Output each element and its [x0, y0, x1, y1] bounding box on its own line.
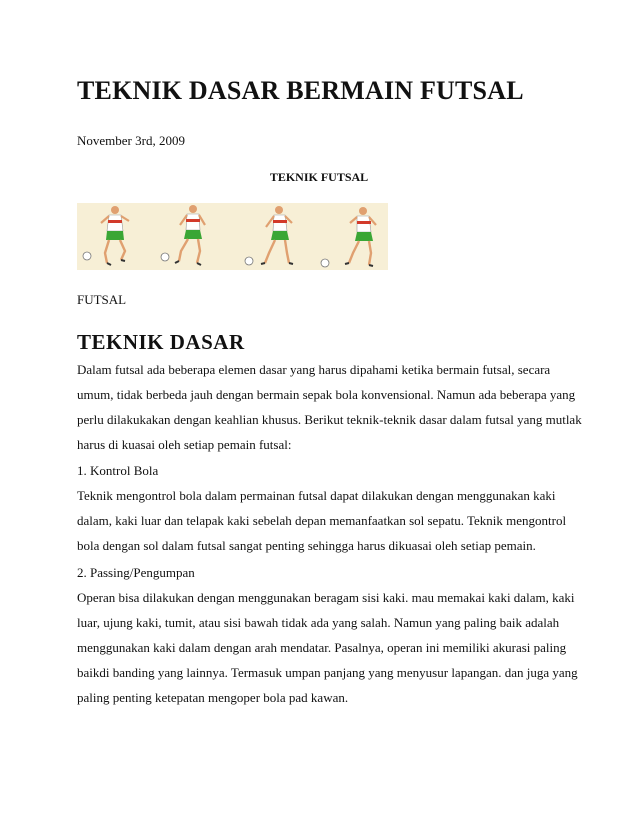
subsection-heading: 1. Kontrol Bola — [77, 463, 159, 478]
post-date: November 3rd, 2009 — [77, 133, 185, 148]
paragraph-line: Dalam futsal ada beberapa elemen dasar yang harus dipahami ketika bermain futsal, secara — [77, 362, 551, 377]
paragraph-line: dalam, kaki luar dan telapak kaki sebelah depan memanfaatkan sol sepatu. Teknik mengontrol — [77, 513, 567, 528]
player-sequence-drawing — [77, 203, 388, 270]
paragraph-line: harus di kuasai oleh setiap pemain futsal: — [77, 437, 292, 452]
player-figure-1 — [83, 206, 129, 265]
player-figure-4 — [321, 207, 376, 267]
subsection-heading: 2. Passing/Pengumpan — [77, 565, 195, 580]
paragraph-line: luar, ujung kaki, tumit, atau sisi bawah tidak ada yang salah. Namun yang paling baik adalah — [77, 615, 560, 630]
paragraph-line: Teknik mengontrol bola dalam permainan futsal dapat dilakukan dengan menggunakan kaki — [77, 488, 556, 503]
image-heading: TEKNIK FUTSAL — [269, 170, 369, 184]
document-title: TEKNIK DASAR BERMAIN FUTSAL — [77, 76, 524, 105]
paragraph-line: Operan bisa dilakukan dengan menggunakan beragam sisi kaki. mau memakai kaki dalam, kaki — [77, 590, 575, 605]
paragraph-line: perlu dilakukakan dengan keahlian khusus. Berikut teknik-teknik dasar dalam futsal yang mutlak — [77, 412, 582, 427]
paragraph-line: umum, tidak berbeda jauh dengan bermain sepak bola konvensional. Namun ada beberapa yang — [77, 387, 576, 402]
kontrol-bola-section — [77, 458, 567, 558]
paragraph-line: menggunakan kaki dalam dengan arah mendatar. Pasalnya, operan ini memiliki akurasi paling — [77, 640, 567, 655]
player-figure-2 — [161, 205, 205, 265]
paragraph-line: baikdi banding yang lainnya. Termasuk umpan panjang yang menyusur lapangan. dan juga yang — [77, 665, 578, 680]
passing-section — [77, 560, 578, 710]
paragraph-line: bola dengan sol dalam futsal sangat penting sehingga harus dikuasai oleh setiap pemain. — [77, 538, 536, 553]
section-title: TEKNIK DASAR — [77, 330, 245, 354]
paragraph-line: paling penting ketepatan mengoper bola pad kawan. — [77, 690, 349, 705]
intro-paragraph — [77, 357, 582, 457]
futsal-label: FUTSAL — [77, 292, 127, 307]
player-figure-3 — [245, 206, 293, 265]
futsal-illustration — [77, 203, 388, 270]
